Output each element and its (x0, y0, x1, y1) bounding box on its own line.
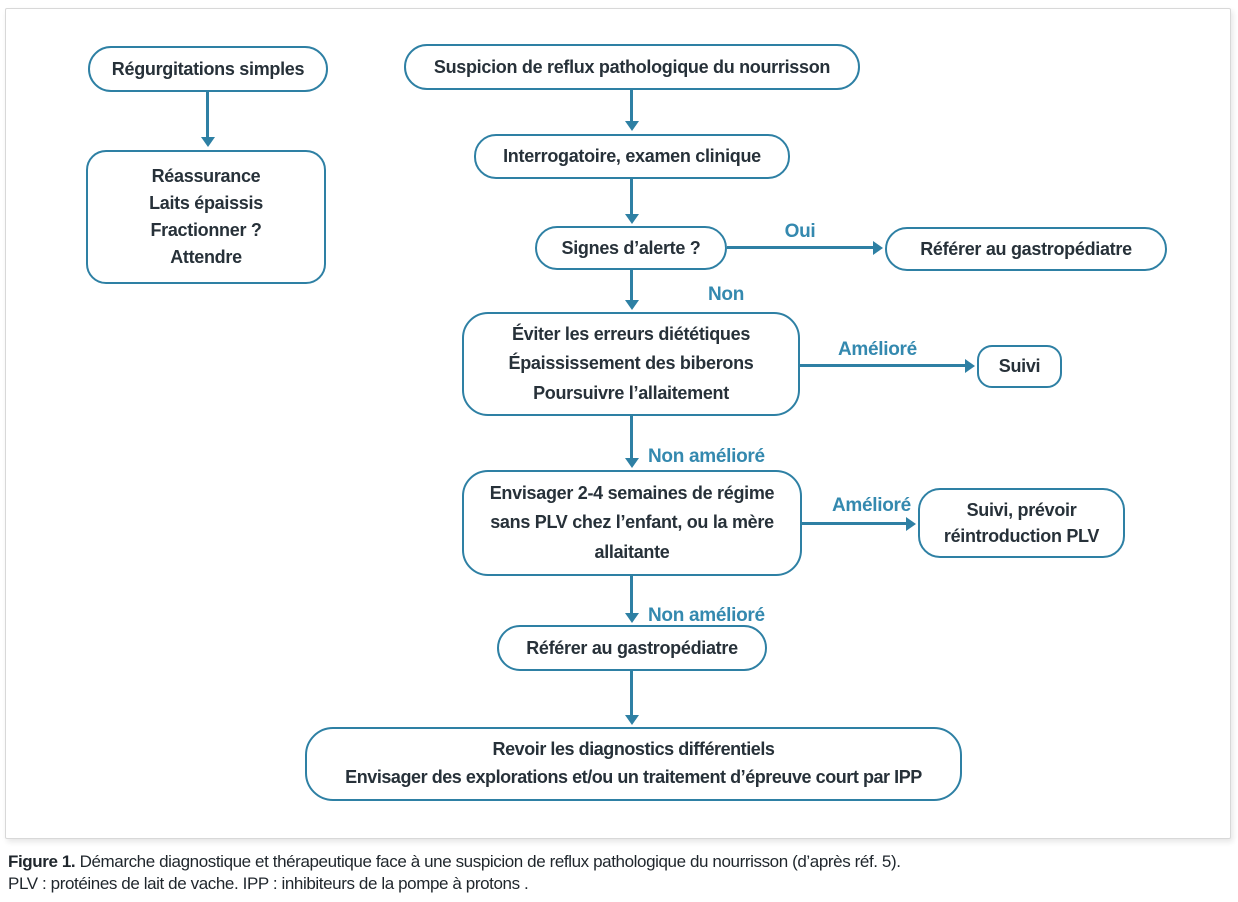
arrow-down-signes-to-eviter (630, 270, 633, 301)
edge-label-non: Non (708, 284, 745, 305)
arrow-down-suspicion-to-interrogatoire (630, 90, 633, 122)
node-line: Réassurance (151, 166, 261, 186)
node-line: Revoir les diagnostics différentiels (492, 739, 775, 760)
node-line: Éviter les erreurs diététiques (511, 324, 751, 345)
arrow-right-eviter-to-suivi (800, 364, 966, 367)
node-line: Envisager des explorations et/ou un traitement d’épreuve court par IPP (345, 767, 922, 787)
node-label: Référer au gastropédiatre (526, 637, 738, 658)
edge-label-ameliore-2: Amélioré (832, 495, 911, 516)
node-revoir-diagnostics (305, 727, 962, 801)
arrow-right-envisager-to-suivi-plv (802, 522, 907, 525)
node-suivi-reintroduction-plv (918, 488, 1125, 558)
node-line: sans PLV chez l’enfant, ou la mère (490, 512, 774, 533)
node-referer-gastropediatre-2 (497, 625, 767, 671)
node-label: Référer au gastropédiatre (920, 238, 1132, 259)
node-line: réintroduction PLV (943, 526, 1100, 546)
node-label: Signes d’alerte ? (561, 237, 701, 258)
node-referer-gastropediatre-1 (885, 227, 1167, 271)
figure-caption (8, 851, 1108, 895)
arrow-down-referer-to-revoir (630, 671, 633, 716)
arrow-right-signes-to-referer (727, 246, 874, 249)
node-line: Fractionner ? (150, 220, 262, 240)
node-line: Laits épaissis (149, 193, 263, 213)
edge-label-non-ameliore-2: Non amélioré (648, 605, 765, 626)
arrow-down-regurgitations-to-reassurance (206, 92, 209, 138)
node-signes-alerte (535, 226, 727, 270)
node-suspicion-reflux (404, 44, 860, 90)
node-line: Envisager 2-4 semaines de régime (489, 483, 775, 504)
node-regurgitations-simples (88, 46, 328, 92)
arrow-down-eviter-to-envisager (630, 416, 633, 459)
edge-label-non-ameliore-1: Non amélioré (648, 446, 765, 467)
node-label: Suspicion de reflux pathologique du nourrisson (433, 56, 831, 77)
caption-line-1 (8, 851, 1108, 873)
node-label: Interrogatoire, examen clinique (503, 146, 761, 166)
caption-text: Démarche diagnostique et thérapeutique face à une suspicion de reflux pathologique du nourrisson (d’après réf. 5). (75, 852, 901, 871)
edge-label-ameliore-1: Amélioré (838, 339, 917, 360)
node-line: allaitante (594, 541, 670, 562)
figure-number: Figure 1. (8, 852, 76, 871)
node-regime-sans-plv (462, 470, 802, 576)
node-line: Poursuivre l’allaitement (533, 382, 729, 403)
node-line: Attendre (170, 247, 242, 267)
edge-label-oui: Oui (784, 221, 816, 242)
node-suivi (977, 345, 1062, 388)
node-eviter-erreurs-dietetiques (462, 312, 800, 416)
node-label: Suivi (998, 356, 1041, 376)
arrow-down-envisager-to-referer (630, 576, 633, 614)
arrow-down-interrogatoire-to-signes (630, 179, 633, 215)
caption-abbreviations: PLV : protéines de lait de vache. IPP : inhibiteurs de la pompe à protons . (8, 874, 529, 894)
node-label: Régurgitations simples (111, 58, 305, 79)
node-line: Suivi, prévoir (966, 499, 1077, 520)
node-reassurance (86, 150, 326, 284)
figure-frame (5, 8, 1231, 839)
node-interrogatoire-examen (474, 134, 790, 179)
node-line: Épaississement des biberons (508, 353, 754, 374)
